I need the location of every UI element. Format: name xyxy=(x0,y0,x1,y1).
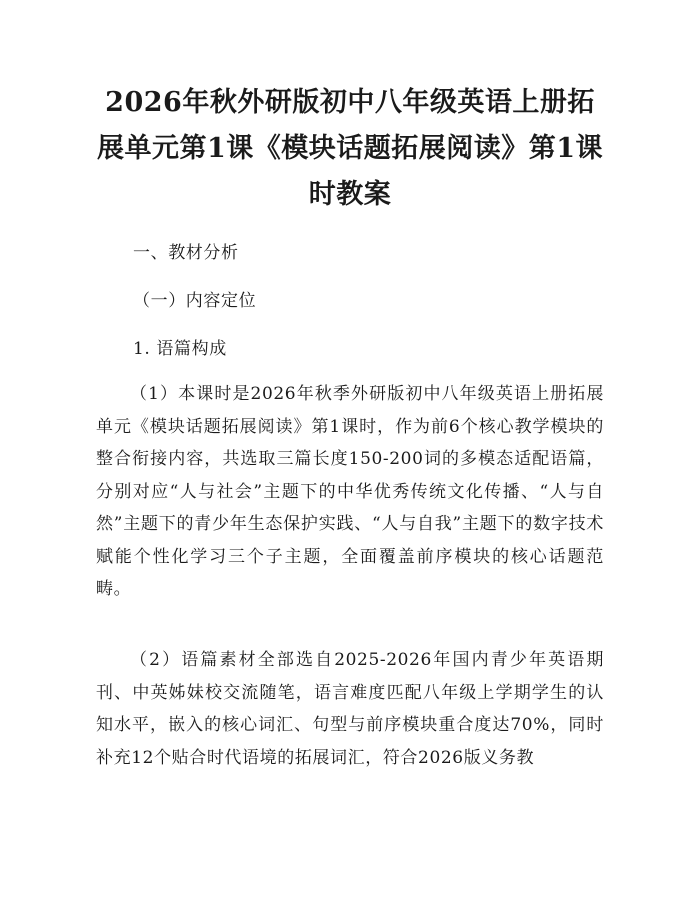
body-paragraph-1: （1）本课时是2026年秋季外研版初中八年级英语上册拓展单元《模块话题拓展阅读》第1课时，作为前6个核心教学模块的整合衔接内容，共选取三篇长度150-200词的多模态适配语篇，分别对应“人与社会”主题下的中华优秀传统文化传播、“人与自然”主题下的青少年生态保护实践、“人与自我”主题下的数字技术赋能个性化学习三个子主题，全面覆盖前序模块的核心话题范畴。 xyxy=(96,384,604,599)
document-title: 2026年秋外研版初中八年级英语上册拓展单元第1课《模块话题拓展阅读》第1课时教案 xyxy=(96,87,604,210)
item-heading: 1. 语篇构成 xyxy=(133,339,227,359)
section-heading: 一、教材分析 xyxy=(133,243,239,263)
subsection-heading: （一）内容定位 xyxy=(133,291,257,311)
body-paragraph-2: （2）语篇素材全部选自2025-2026年国内青少年英语期刊、中英姊妹校交流随笔，语言难度匹配八年级上学期学生的认知水平，嵌入的核心词汇、句型与前序模块重合度达70%，同时补充12个贴合时代语境的拓展词汇，符合2026版义务教 xyxy=(96,650,604,768)
